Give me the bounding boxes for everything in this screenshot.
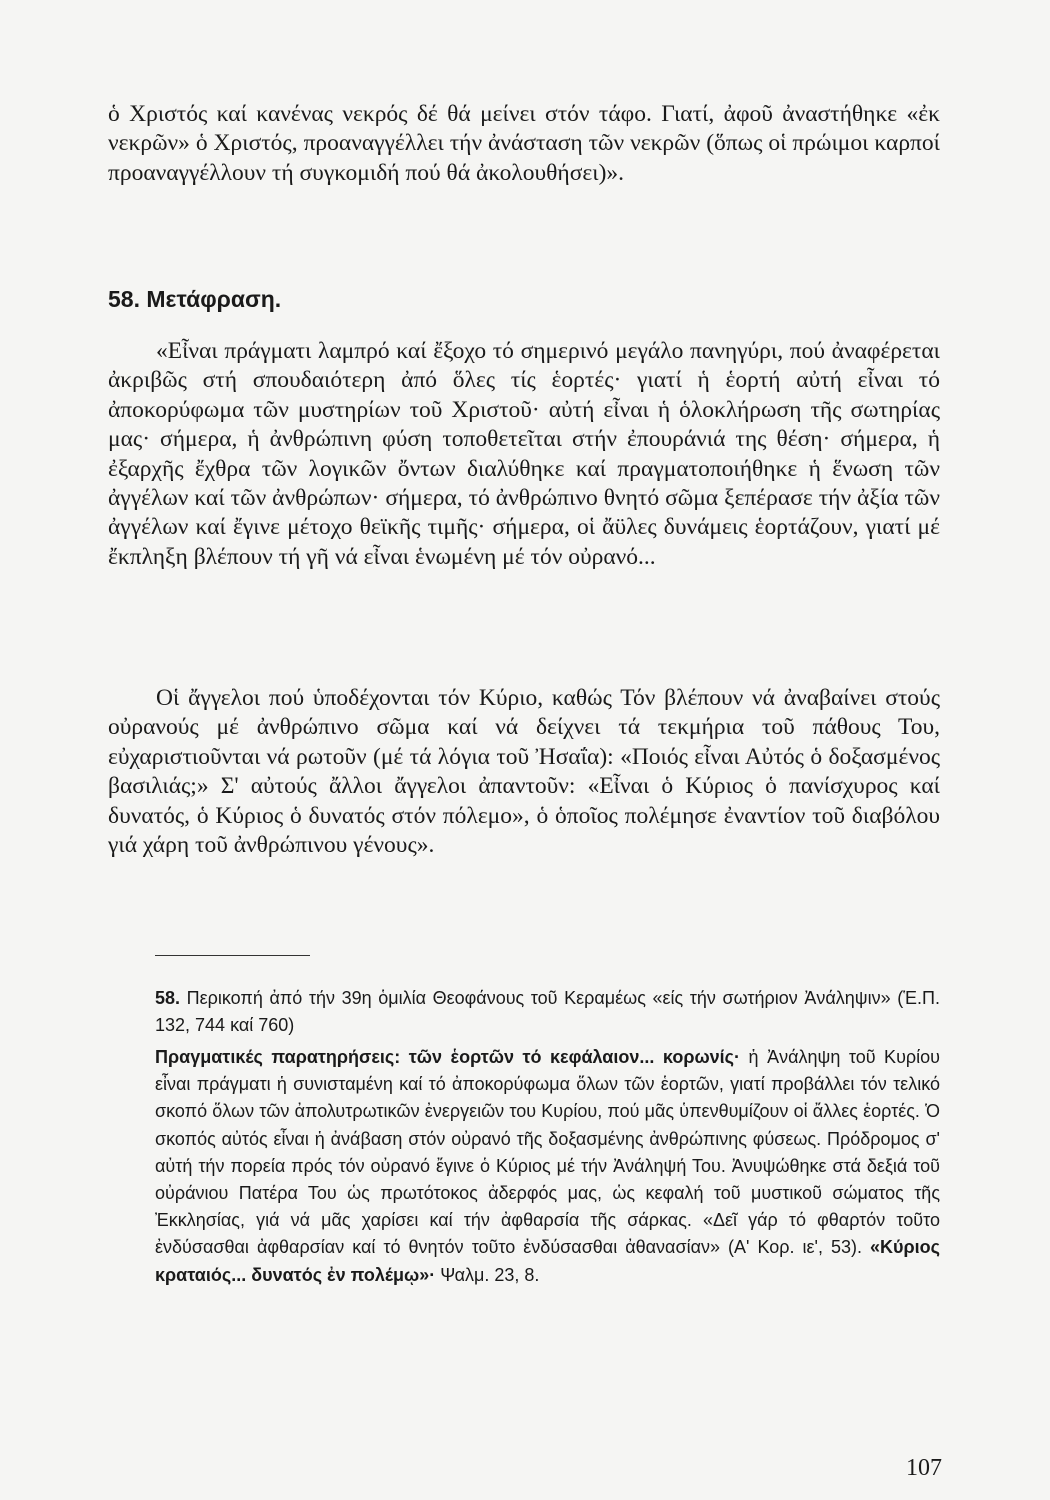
footnote-reference xyxy=(155,985,940,1039)
section-heading: 58. Μετάφραση. xyxy=(108,286,282,312)
footnote-observations xyxy=(155,1044,940,1289)
page-number: 107 xyxy=(906,1455,942,1481)
translation-paragraph-2: Οἱ ἄγγελοι πού ὑποδέχονται τόν Κύριο, καθώς Τόν βλέπουν νά ἀναβαίνει στούς οὐρανούς μέ ἀνθρώπινο σῶμα καί νά δείχνει τά τεκμήρια τοῦ πάθους Του, εὐχαριστιοῦνται νά ρωτοῦν (μέ τά λόγια τοῦ Ἠσαΐα): «Ποιός εἶναι Αὐτός ὁ δοξασμένος βασιλιάς;» Σ' αὐτούς ἄλλοι ἄγγελοι ἀπαντοῦν: «Εἶναι ὁ Κύριος ὁ πανίσχυρος καί δυνατός, ὁ Κύριος ὁ δυνατός στόν πόλεμο», ὁ ὁποῖος πολέμησε ἐναντίον τοῦ διαβόλου γιά χάρη τοῦ ἀνθρώπινου γένους». xyxy=(108,685,940,859)
observations-text: ἡ Ἀνάληψη τοῦ Κυρίου εἶναι πράγματι ἡ συνισταμένη καί τό ἀποκορύφωμα ὅλων τῶν ἑορτῶν, γιατί προβάλλει τόν τελικό σκοπό ὅλων τῶν ἀπολυτρωτικῶν ἐνεργειῶν του Κυρίου, πού μᾶς ὑπενθυμίζουν οἱ ἄλλες ἑορτές. Ὁ σκοπός αὐτός εἶναι ἡ ἀνάβαση στόν οὐρανό τῆς δοξασμένης ἀνθρώπινης φύσεως. Πρόδρομος σ' αὐτή τήν πορεία πρός τόν οὐρανό ἔγινε ὁ Κύριος μέ τήν Ἀνάληψή Του. Ἀνυψώθηκε στά δεξιά τοῦ οὐράνιου Πατέρα Του ὡς πρωτότοκος ἀδερφός μας, ὡς κεφαλή τοῦ μυστικοῦ σώματος τῆς Ἐκκλησίας, γιά νά μᾶς χαρίσει καί τήν ἀφθαρσία τῆς σάρκας. «Δεῖ γάρ τό φθαρτόν τοῦτο ἐνδύσασθαι ἀφθαρσίαν καί τό θνητόν τοῦτο ἐνδύσασθαι ἀθανασίαν» (Α' Κορ. ιε', 53). xyxy=(155,1047,941,1258)
psalm-quote: «Κύριος κραταιός... δυνατός ἐν πολέμῳ»· xyxy=(155,1237,940,1285)
footnote-divider xyxy=(155,955,310,956)
footnote-reference-text: Περικοπή ἀπό τήν 39η ὁμιλία Θεοφάνους τοῦ Κεραμέως «είς τήν σωτήριον Ἀνάληψιν» (Ἑ.Π. 132, 744 καί 760) xyxy=(155,988,940,1036)
intro-paragraph: ὁ Χριστός καί κανένας νεκρός δέ θά μείνει στόν τάφο. Γιατί, ἀφοῦ ἀναστήθηκε «ἐκ νεκρῶν» ὁ Χριστός, προαναγγέλλει τήν ἀνάσταση τῶν νεκρῶν (ὅπως οἱ πρώιμοι καρποί προαναγγέλλουν τή συγκομιδή πού θά ἀκολουθήσει)». xyxy=(108,101,940,186)
translation-paragraph-1: «Εἶναι πράγματι λαμπρό καί ἔξοχο τό σημερινό μεγάλο πανηγύρι, πού ἀναφέρεται ἀκριβῶς στή σπουδαιότερη ἀπό ὅλες τίς ἑορτές· γιατί ἡ ἑορτή αὐτή εἶναι τό ἀποκορύφωμα τῶν μυστηρίων τοῦ Χριστοῦ· αὐτή εἶναι ἡ ὁλοκλήρωση τῆς σωτηρίας μας· σήμερα, ἡ ἀνθρώπινη φύση τοποθετεῖται στήν ἐπουράνιά της θέση· σήμερα, ἡ ἐξαρχῆς ἔχθρα τῶν λογικῶν ὄντων διαλύθηκε καί πραγματοποιήθηκε ἡ ἕνωση τῶν ἀγγέλων καί τῶν ἀνθρώπων· σήμερα, τό ἀνθρώπινο θνητό σῶμα ξεπέρασε τήν ἀξία τῶν ἀγγέλων καί ἔγινε μέτοχο θεϊκῆς τιμῆς· σήμερα, οἱ ἄϋλες δυνάμεις ἑορτάζουν, γιατί μέ ἔκπληξη βλέπουν τή γῆ νά εἶναι ἑνωμένη μέ τόν οὐρανό... xyxy=(108,338,940,570)
psalm-reference: Ψαλμ. 23, 8. xyxy=(435,1264,540,1285)
observations-title: Πραγματικές παρατηρήσεις: τῶν ἑορτῶν τό κεφάλαιον... κορωνίς· xyxy=(155,1047,741,1067)
footnote-number: 58. xyxy=(155,988,181,1008)
